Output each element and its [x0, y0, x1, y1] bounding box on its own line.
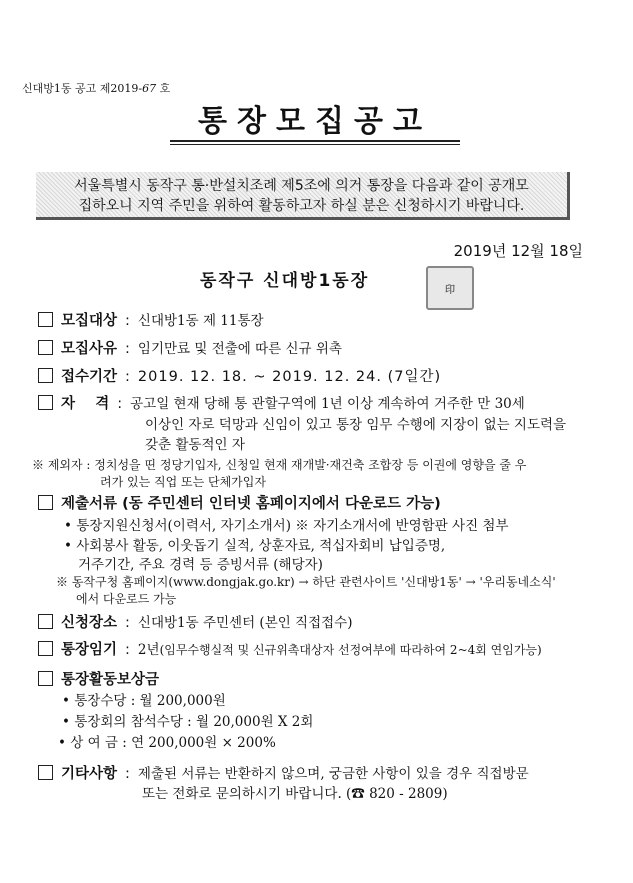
- recruit-target-row: 모집대상 : 신대방1동 제 11통장: [38, 309, 264, 330]
- qualification-line-3: 갖춘 활동적인 자: [145, 437, 245, 453]
- checkbox-icon: [38, 312, 53, 327]
- checkbox-icon: [38, 340, 53, 355]
- checkbox-icon: [38, 495, 53, 510]
- recruit-target-label: 모집대상: [61, 313, 118, 329]
- compensation-item-3: • 상 여 금 : 연 200,000원 × 200%: [58, 735, 276, 751]
- other-line-1: 제출된 서류는 반환하지 않으며, 궁금한 사항이 있을 경우 직접방문: [137, 766, 529, 782]
- recruit-reason-label: 모집사유: [61, 341, 118, 357]
- notice-date: 2019년 12월 18일: [453, 242, 583, 260]
- page-title: 통장모집공고: [198, 104, 432, 139]
- term-detail: (임무수행실적 및 신규위촉대상자 선정여부에 따라하여 2~4회 연임가능): [159, 643, 542, 657]
- qualification-label: 자 격: [61, 396, 110, 412]
- notice-number-suffix: 호: [159, 82, 171, 95]
- exclusion-line-1: ※ 제외자 : 정치성을 띤 정당기입자, 신청일 현재 재개발·재건축 조합장 등 이권에 영향을 줄 우: [32, 458, 527, 472]
- documents-item-2-line-1: • 사회봉사 활동, 이웃돕기 실적, 상훈자료, 적십자회비 납입증명,: [64, 538, 446, 554]
- compensation-row: [38, 668, 159, 689]
- documents-item-2-line-2: 거주기간, 주요 경력 등 증빙서류 (해당자): [78, 557, 323, 573]
- documents-label: 제출서류 (동 주민센터 인터넷 홈페이지에서 다운로드 가능): [61, 496, 441, 512]
- title-underline-thin: [170, 144, 460, 145]
- application-place-label: 신청장소: [61, 615, 118, 631]
- application-period-row: 접수기간 : 2019. 12. 18. ~ 2019. 12. 24. (7일간): [38, 365, 441, 386]
- application-period-value: 2019. 12. 18. ~ 2019. 12. 24. (7일간): [137, 369, 442, 385]
- recruit-reason-value: 임기만료 및 전출에 따른 신규 위촉: [137, 341, 342, 357]
- other-row: 기타사항 : 제출된 서류는 반환하지 않으며, 궁금한 사항이 있을 경우 직접방문: [38, 762, 529, 783]
- seal-mark-icon: 印: [445, 284, 455, 296]
- documents-row: [38, 492, 441, 513]
- term-value: 2년: [137, 642, 160, 658]
- other-line-2: 또는 전화로 문의하시기 바랍니다. (☎ 820 - 2809): [142, 786, 448, 802]
- compensation-item-1: • 통장수당 : 월 200,000원: [62, 693, 226, 709]
- documents-item-1: • 통장지원신청서(이력서, 자기소개서) ※ 자기소개서에 반영함판 사진 첨부: [64, 518, 509, 534]
- checkbox-icon: [38, 368, 53, 383]
- checkbox-icon: [38, 395, 53, 410]
- intro-line-1: 서울특별시 동작구 통·반설치조례 제5조에 의거 통장을 다음과 같이 공개모: [74, 178, 529, 194]
- intro-box: [36, 172, 570, 220]
- other-label: 기타사항: [61, 766, 118, 782]
- compensation-item-2: • 통장회의 참석수당 : 월 20,000원 X 2회: [62, 714, 314, 730]
- qualification-row: 자 격 : 공고일 현재 당해 통 관할구역에 1년 이상 계속하여 거주한 만 30세: [38, 392, 525, 413]
- checkbox-icon: [38, 614, 53, 629]
- exclusion-line-2: 려가 있는 직업 또는 단체가입자: [100, 475, 266, 489]
- application-place-value: 신대방1동 주민센터 (본인 직접접수): [137, 615, 353, 631]
- checkbox-icon: [38, 765, 53, 780]
- intro-line-2: 집하오니 지역 주민을 위하여 활동하고자 하실 분은 신청하시기 바랍니다.: [78, 198, 525, 214]
- qualification-line-1: 공고일 현재 당해 통 관할구역에 1년 이상 계속하여 거주한 만 30세: [130, 396, 525, 412]
- notice-number-handwritten: 67: [142, 82, 157, 95]
- notice-number-text: 신대방1동 공고 제2019-: [22, 82, 143, 95]
- application-place-row: 신청장소 : 신대방1동 주민센터 (본인 직접접수): [38, 611, 353, 632]
- checkbox-icon: [38, 641, 53, 656]
- official-seal-stamp: [426, 266, 474, 310]
- term-label: 통장임기: [61, 642, 118, 658]
- title-underline: [170, 140, 460, 142]
- qualification-line-2: 이상인 자로 덕망과 신임이 있고 통장 임무 수행에 지장이 없는 지도력을: [145, 417, 567, 433]
- term-row: 통장임기 : 2년(임무수행실적 및 신규위촉대상자 선정여부에 따라하여 2~4회 연임가능): [38, 638, 542, 659]
- documents-note-line-2: 에서 다운로드 가능: [76, 592, 177, 606]
- notice-number: [22, 80, 170, 96]
- compensation-label: 통장활동보상금: [61, 672, 160, 688]
- documents-note-line-1: ※ 동작구청 홈페이지(www.dongjak.go.kr) → 하단 관련사이트 '신대방1동' → '우리동네소식': [56, 575, 556, 589]
- recruit-reason-row: 모집사유 : 임기만료 및 전출에 따른 신규 위촉: [38, 337, 342, 358]
- title-block: [170, 96, 460, 140]
- recruit-target-value: 신대방1동 제 11통장: [137, 313, 264, 329]
- application-period-label: 접수기간: [61, 369, 118, 385]
- checkbox-icon: [38, 671, 53, 686]
- issuing-office: 동작구 신대방1동장: [200, 271, 370, 291]
